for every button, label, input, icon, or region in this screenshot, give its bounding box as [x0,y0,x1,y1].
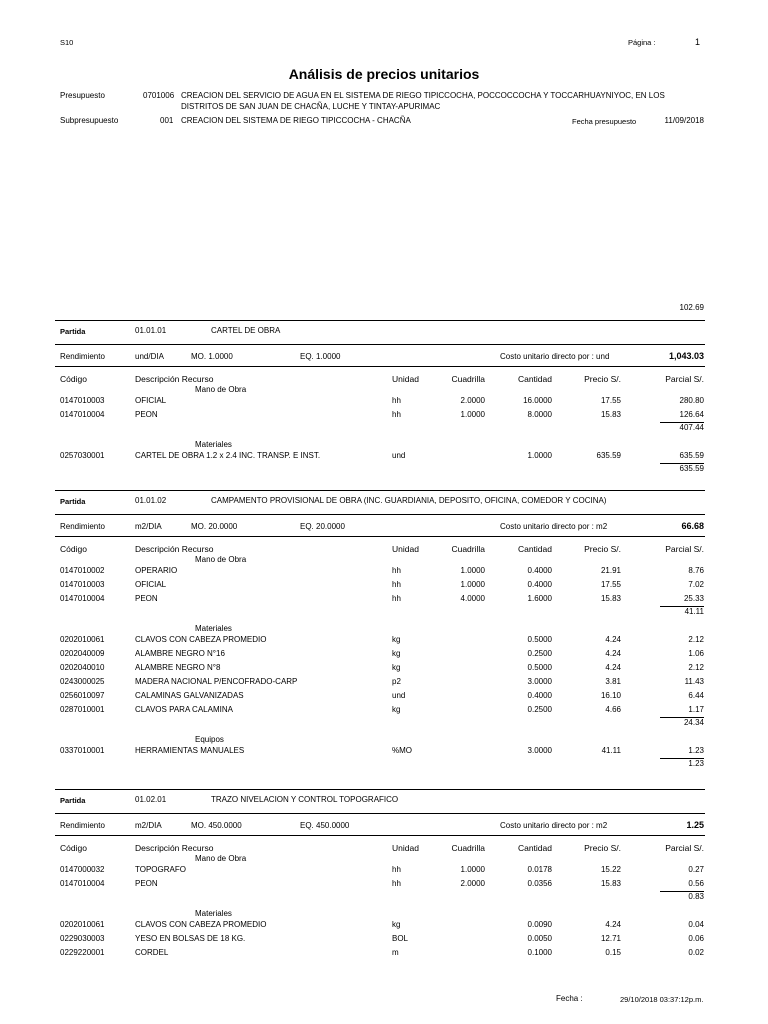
row-unit: kg [392,635,401,644]
partida-rule [55,514,705,515]
row-cuadrilla: 1.0000 [460,865,485,874]
row-precio: 4.66 [605,705,621,714]
row-code: 0147010004 [60,410,105,419]
group-subtotal: 635.59 [679,464,704,473]
col-cantidad: Cantidad [517,374,552,384]
row-precio: 15.83 [600,410,621,419]
col-parcial: Parcial S/. [665,843,704,853]
row-cantidad: 0.0050 [527,934,552,943]
row-desc: OFICIAL [135,580,167,589]
mo-value: MO. 450.0000 [191,821,242,830]
col-unidad: Unidad [392,374,419,384]
row-precio: 17.55 [600,580,621,589]
row-precio: 635.59 [596,451,621,460]
col-cuadrilla: Cuadrilla [451,544,485,554]
row-desc: CORDEL [135,948,169,957]
footer-fecha-label: Fecha : [556,994,583,1003]
row-unit: hh [392,879,401,888]
rendimiento-label: Rendimiento [60,821,105,830]
row-cantidad: 0.0090 [527,920,552,929]
row-unit: hh [392,566,401,575]
partida-rule [55,813,705,814]
eq-value: EQ. 20.0000 [300,522,345,531]
col-descripcion: Descripción Recurso [135,544,214,554]
row-cantidad: 1.0000 [527,451,552,460]
row-parcial: 7.02 [688,580,704,589]
row-desc: ALAMBRE NEGRO N°16 [135,649,225,658]
col-descripcion: Descripción Recurso [135,843,214,853]
row-precio: 15.83 [600,879,621,888]
row-desc: PEON [135,594,158,603]
row-precio: 21.91 [600,566,621,575]
row-cuadrilla: 2.0000 [460,396,485,405]
row-parcial: 8.76 [688,566,704,575]
row-cuadrilla: 1.0000 [460,410,485,419]
col-cuadrilla: Cuadrilla [451,843,485,853]
partida-desc: TRAZO NIVELACION Y CONTROL TOPOGRAFICO [211,795,399,804]
row-cantidad: 0.5000 [527,663,552,672]
row-code: 0287010001 [60,705,105,714]
row-desc: HERRAMIENTAS MANUALES [135,746,245,755]
row-precio: 4.24 [605,920,621,929]
mo-value: MO. 1.0000 [191,352,233,361]
row-precio: 4.24 [605,663,621,672]
subpresupuesto-label: Subpresupuesto [60,116,119,125]
presupuesto-desc-line2: DISTRITOS DE SAN JUAN DE CHACÑA, LUCHE Y TINTAY-APURIMAC [181,102,441,111]
row-parcial: 0.04 [688,920,704,929]
row-parcial: 280.80 [679,396,704,405]
col-codigo: Código [60,843,87,853]
group-name: Mano de Obra [195,385,247,394]
rendimiento-unit: und/DIA [135,352,164,361]
row-unit: hh [392,396,401,405]
row-unit: %MO [392,746,412,755]
row-parcial: 25.33 [683,594,704,603]
eq-value: EQ. 1.0000 [300,352,341,361]
row-precio: 0.15 [605,948,621,957]
footer-fecha-value: 29/10/2018 03:37:12p.m. [620,995,704,1004]
row-cuadrilla: 1.0000 [460,566,485,575]
row-parcial: 0.56 [688,879,704,888]
group-name: Mano de Obra [195,555,247,564]
system-code: S10 [60,38,74,47]
row-code: 0202010061 [60,635,105,644]
col-precio: Precio S/. [584,544,621,554]
row-code: 0147010004 [60,879,105,888]
row-parcial: 0.06 [688,934,704,943]
row-desc: MADERA NACIONAL P/ENCOFRADO-CARP [135,677,298,686]
row-desc: PEON [135,879,158,888]
row-cantidad: 8.0000 [527,410,552,419]
group-name: Mano de Obra [195,854,247,863]
row-cantidad: 0.2500 [527,649,552,658]
row-cantidad: 3.0000 [527,677,552,686]
rendimiento-rule [55,536,705,537]
row-cuadrilla: 4.0000 [460,594,485,603]
row-parcial: 1.06 [688,649,704,658]
row-unit: m [392,948,399,957]
row-precio: 16.10 [600,691,621,700]
presupuesto-code: 0701006 [143,91,175,100]
row-code: 0243000025 [60,677,105,686]
partida-code: 01.01.02 [135,496,167,505]
rendimiento-unit: m2/DIA [135,522,162,531]
group-subtotal: 407.44 [679,423,704,432]
row-code: 0147010002 [60,566,105,575]
costo-label: Costo unitario directo por : m2 [500,821,608,830]
partida-top-rule [55,490,705,491]
row-parcial: 1.23 [688,746,704,755]
row-unit: BOL [392,934,409,943]
partida-label: Partida [60,497,86,506]
group-name: Materiales [195,624,232,633]
fecha-presupuesto-label: Fecha presupuesto [572,117,637,126]
row-precio: 4.24 [605,649,621,658]
row-unit: kg [392,705,401,714]
row-parcial: 2.12 [688,635,704,644]
row-parcial: 6.44 [688,691,704,700]
row-desc: YESO EN BOLSAS DE 18 KG. [135,934,246,943]
row-cantidad: 16.0000 [523,396,552,405]
subpresupuesto-desc: CREACION DEL SISTEMA DE RIEGO TIPICCOCHA - CHACÑA [181,116,411,125]
row-unit: und [392,451,406,460]
group-subtotal: 41.11 [684,607,704,616]
presupuesto-label: Presupuesto [60,91,105,100]
rendimiento-rule [55,835,705,836]
eq-value: EQ. 450.0000 [300,821,350,830]
costo-label: Costo unitario directo por : m2 [500,522,608,531]
row-cuadrilla: 1.0000 [460,580,485,589]
row-precio: 3.81 [605,677,621,686]
presupuesto-desc-line1: CREACION DEL SERVICIO DE AGUA EN EL SISTEMA DE RIEGO TIPICCOCHA, POCCOCCOCHA Y TOCCARHUAYNIYOC, EN LOS [181,91,665,100]
col-precio: Precio S/. [584,843,621,853]
row-unit: p2 [392,677,401,686]
row-parcial: 1.17 [688,705,704,714]
partida-code: 01.02.01 [135,795,167,804]
group-subtotal: 1.23 [688,759,704,768]
rendimiento-label: Rendimiento [60,522,105,531]
partida-label: Partida [60,796,86,805]
row-cantidad: 0.4000 [527,566,552,575]
partida-top-rule [55,320,705,321]
row-cantidad: 0.1000 [527,948,552,957]
row-precio: 17.55 [600,396,621,405]
partida-rule [55,344,705,345]
row-code: 0202040009 [60,649,105,658]
row-code: 0257030001 [60,451,105,460]
col-parcial: Parcial S/. [665,374,704,384]
page-number: 1 [695,37,701,47]
row-cantidad: 0.4000 [527,691,552,700]
partida-desc: CARTEL DE OBRA [211,326,281,335]
row-cantidad: 0.2500 [527,705,552,714]
total-value: 102.69 [679,303,704,312]
row-cuadrilla: 2.0000 [460,879,485,888]
rendimiento-rule [55,366,705,367]
row-parcial: 635.59 [679,451,704,460]
col-cantidad: Cantidad [517,843,552,853]
col-codigo: Código [60,374,87,384]
group-name: Materiales [195,909,232,918]
row-cantidad: 3.0000 [527,746,552,755]
row-cantidad: 0.0178 [527,865,552,874]
group-subtotal: 24.34 [683,718,704,727]
row-desc: CLAVOS CON CABEZA PROMEDIO [135,635,267,644]
row-desc: ALAMBRE NEGRO N°8 [135,663,221,672]
row-unit: hh [392,410,401,419]
costo-value: 1.25 [686,820,704,830]
col-unidad: Unidad [392,843,419,853]
row-cantidad: 0.0356 [527,879,552,888]
rendimiento-unit: m2/DIA [135,821,162,830]
row-code: 0147010004 [60,594,105,603]
row-unit: hh [392,865,401,874]
row-precio: 12.71 [600,934,621,943]
row-code: 0202040010 [60,663,105,672]
row-unit: und [392,691,406,700]
row-cantidad: 0.5000 [527,635,552,644]
row-desc: CARTEL DE OBRA 1.2 x 2.4 INC. TRANSP. E INST. [135,451,321,460]
row-desc: CALAMINAS GALVANIZADAS [135,691,244,700]
page-label: Página : [628,38,656,47]
row-unit: kg [392,920,401,929]
col-unidad: Unidad [392,544,419,554]
row-code: 0147000032 [60,865,105,874]
subpresupuesto-code: 001 [160,116,174,125]
row-unit: hh [392,580,401,589]
row-desc: OPERARIO [135,566,178,575]
partida-label: Partida [60,327,86,336]
group-name: Materiales [195,440,232,449]
row-precio: 15.83 [600,594,621,603]
costo-value: 1,043.03 [668,351,704,361]
row-parcial: 0.02 [688,948,704,957]
col-descripcion: Descripción Recurso [135,374,214,384]
row-code: 0229030003 [60,934,105,943]
costo-label: Costo unitario directo por : und [500,352,610,361]
row-unit: kg [392,663,401,672]
partida-top-rule [55,789,705,790]
row-parcial: 126.64 [679,410,704,419]
row-code: 0229220001 [60,948,105,957]
row-desc: CLAVOS PARA CALAMINA [135,705,233,714]
row-parcial: 11.43 [684,677,704,686]
row-cantidad: 1.6000 [527,594,552,603]
row-parcial: 0.27 [688,865,704,874]
page-title: Análisis de precios unitarios [288,66,480,82]
costo-value: 66.68 [681,521,704,531]
group-subtotal: 0.83 [688,892,704,901]
col-parcial: Parcial S/. [665,544,704,554]
row-desc: OFICIAL [135,396,167,405]
partida-desc: CAMPAMENTO PROVISIONAL DE OBRA (INC. GUARDIANIA, DEPOSITO, OFICINA, COMEDOR Y COCINA) [211,496,607,505]
row-code: 0202010061 [60,920,105,929]
row-precio: 41.11 [601,746,621,755]
row-code: 0147010003 [60,396,105,405]
row-unit: kg [392,649,401,658]
col-cantidad: Cantidad [517,544,552,554]
rendimiento-label: Rendimiento [60,352,105,361]
partida-code: 01.01.01 [135,326,167,335]
row-desc: PEON [135,410,158,419]
col-codigo: Código [60,544,87,554]
col-precio: Precio S/. [584,374,621,384]
row-desc: TOPOGRAFO [135,865,186,874]
row-cantidad: 0.4000 [527,580,552,589]
row-desc: CLAVOS CON CABEZA PROMEDIO [135,920,267,929]
group-name: Equipos [195,735,224,744]
row-code: 0337010001 [60,746,105,755]
row-code: 0256010097 [60,691,105,700]
mo-value: MO. 20.0000 [191,522,238,531]
col-cuadrilla: Cuadrilla [451,374,485,384]
row-unit: hh [392,594,401,603]
row-code: 0147010003 [60,580,105,589]
row-precio: 15.22 [600,865,621,874]
row-precio: 4.24 [605,635,621,644]
fecha-presupuesto-value: 11/09/2018 [664,116,704,125]
row-parcial: 2.12 [688,663,704,672]
